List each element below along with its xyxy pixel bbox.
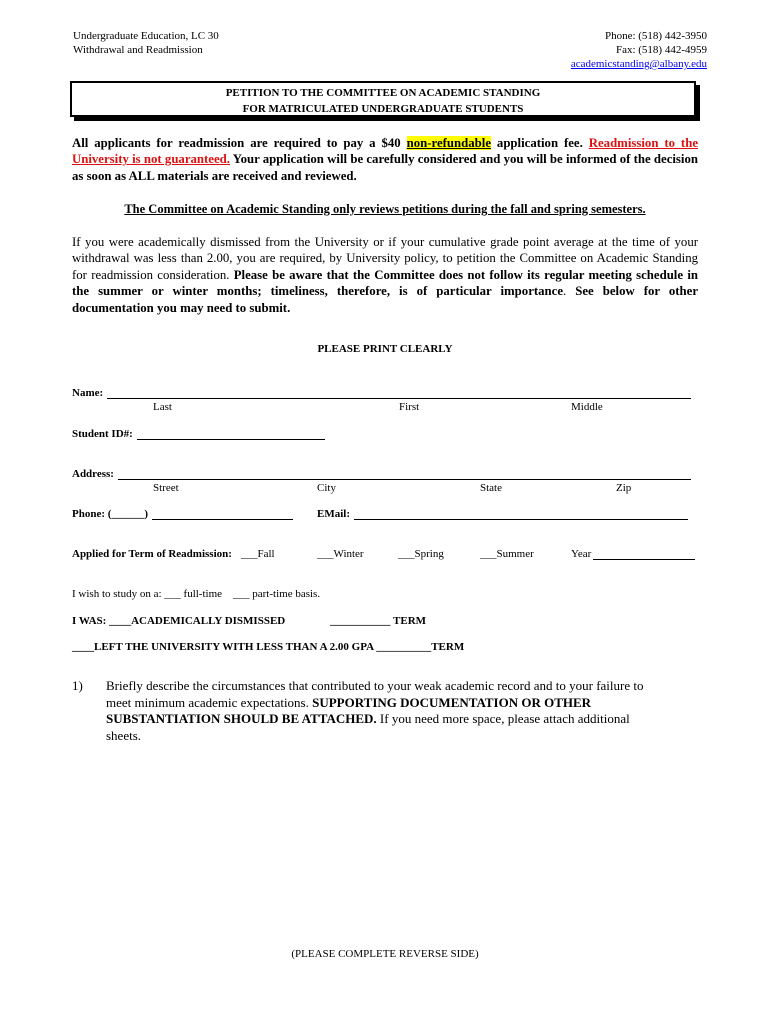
- form-title-box: [70, 81, 696, 117]
- name-label: Name:: [72, 387, 104, 399]
- phone-number: Phone: (518) 442-3950: [604, 30, 707, 42]
- fax-number: Fax: (518) 442-4959: [615, 44, 707, 56]
- policy-text: If you were academically dismissed from the University or if your cumulative grade point average at the time of your withdrawal was less than 2.00, you are required, by University policy, to petition the Committee on Academic Standing for readmission consideration.: [72, 235, 698, 282]
- email-link[interactable]: academicstanding@albany.edu: [570, 58, 707, 70]
- policy-paragraph: [72, 234, 698, 316]
- form-title-line2: FOR MATRICULATED UNDERGRADUATE STUDENTS: [242, 103, 524, 115]
- question-1-prompt-2: If you need more space, please attach additional sheets.: [106, 711, 630, 743]
- year-field[interactable]: [593, 547, 695, 560]
- summer-option[interactable]: ___Summer: [480, 548, 534, 560]
- question-1-prompt: Briefly describe the circumstances that contributed to your weak academic record and to your failure to meet minimum academic expectations.: [106, 678, 644, 710]
- office-info: [73, 29, 219, 57]
- student-id-field[interactable]: [137, 427, 325, 440]
- term-label: Applied for Term of Readmission:: [72, 548, 232, 560]
- office-dept: Withdrawal and Readmission: [73, 44, 203, 56]
- policy-bold-text: Please be aware that the Committee does not follow its regular meeting schedule in the summer or winter months; timeliness, therefore, is of particular importance: [72, 267, 698, 299]
- email-label: EMail:: [317, 508, 350, 520]
- question-number: 1): [72, 678, 83, 693]
- fee-text-3: Your application will be carefully considered and you will be informed of the decision as soon as ALL materials are received and reviewed.: [72, 152, 698, 183]
- address-label: Address:: [72, 468, 114, 480]
- fall-option[interactable]: ___Fall: [241, 548, 275, 560]
- print-clearly-heading: PLEASE PRINT CLEARLY: [317, 343, 453, 355]
- winter-option[interactable]: ___Winter: [317, 548, 364, 560]
- address-field[interactable]: [118, 467, 691, 480]
- email-field[interactable]: [354, 507, 688, 520]
- phone-field[interactable]: [152, 507, 293, 520]
- committee-note: The Committee on Academic Standing only reviews petitions during the fall and spring semesters.: [124, 202, 646, 216]
- fee-text: All applicants for readmission are required to pay a $40: [72, 136, 407, 150]
- documentation-requirement: SUPPORTING DOCUMENTATION OR OTHER SUBSTANTIATION SHOULD BE ATTACHED.: [106, 694, 592, 726]
- first-name-caption: First: [399, 401, 420, 413]
- form-title-line1: PETITION TO THE COMMITTEE ON ACADEMIC STANDING: [225, 87, 541, 99]
- study-basis-line[interactable]: I wish to study on a: ___ full-time ___ part-time basis.: [72, 588, 321, 600]
- student-id-label: Student ID#:: [72, 428, 133, 440]
- middle-name-caption: Middle: [571, 401, 603, 413]
- documentation-note: See below for other documentation you may need to submit.: [72, 284, 698, 315]
- office-name: Undergraduate Education, LC 30: [73, 30, 219, 42]
- reverse-side-note: (PLEASE COMPLETE REVERSE SIDE): [291, 948, 479, 960]
- contact-info: [571, 29, 707, 71]
- last-name-caption: Last: [153, 401, 172, 413]
- left-university-option[interactable]: ____LEFT THE UNIVERSITY WITH LESS THAN A 2.00 GPA __________TERM: [72, 641, 465, 653]
- street-caption: Street: [153, 482, 179, 494]
- name-field[interactable]: [107, 386, 691, 399]
- state-caption: State: [480, 482, 502, 494]
- phone-label: Phone: (______): [72, 508, 149, 520]
- zip-caption: Zip: [616, 482, 632, 494]
- not-guaranteed-notice: Readmission to the University is not guaranteed.: [72, 136, 698, 167]
- fee-text-2: application fee.: [491, 136, 589, 150]
- non-refundable-highlight: non-refundable: [406, 136, 491, 150]
- dismissed-option[interactable]: I WAS: ____ACADEMICALLY DISMISSED: [72, 615, 286, 627]
- city-caption: City: [317, 482, 336, 494]
- spring-option[interactable]: ___Spring: [398, 548, 444, 560]
- dismissed-term-field[interactable]: ___________ TERM: [330, 615, 427, 627]
- fee-paragraph: [72, 135, 698, 184]
- question-1-text: [106, 678, 646, 744]
- year-label: Year: [571, 548, 592, 560]
- policy-text-2: .: [563, 284, 576, 299]
